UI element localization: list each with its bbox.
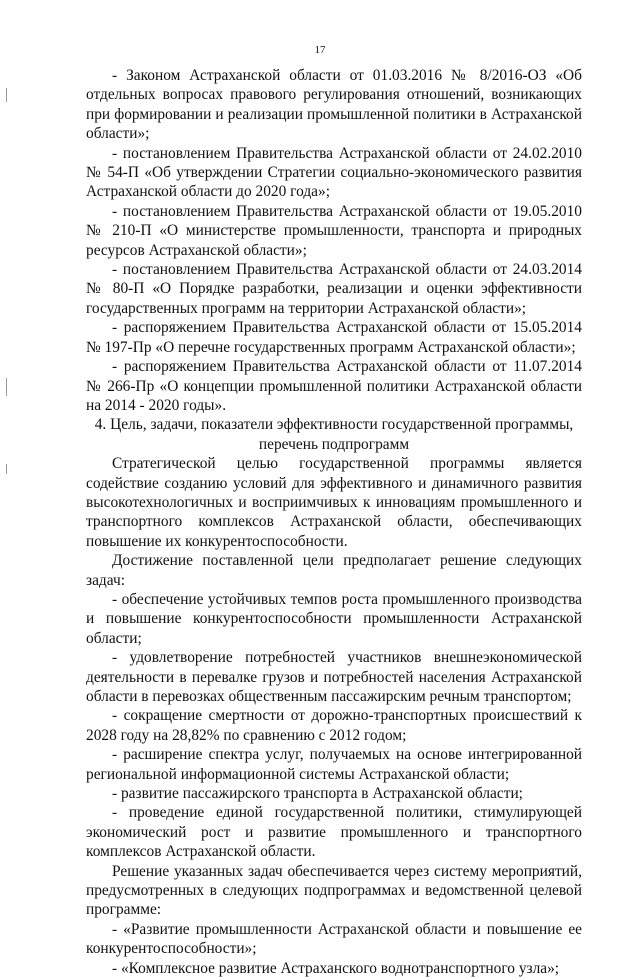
paragraph-law-reference: - постановлением Правительства Астраханской области от 24.03.2014 № 80-П «О Порядке разработки, реализации и оценки эффективности государственных программ на территории Астраханской области»; <box>86 261 582 317</box>
paragraph-subprogram: - «Развитие промышленности Астраханской области и повышение ее конкурентоспособности»; <box>86 920 582 958</box>
paragraph-task: - сокращение смертности от дорожно-транспортных происшествий к 2028 году на 28,82% по сравнению с 2012 годом; <box>86 707 582 744</box>
paragraph-law-reference: - постановлением Правительства Астраханской области от 19.05.2010 № 210-П «О министерстве промышленности, транспорта и природных ресурсов Астраханской области»; <box>86 202 582 259</box>
paragraph-tasks-intro: Достижение поставленной цели предполагает решение следующих задач: <box>86 552 582 589</box>
paragraph-task: - развитие пассажирского транспорта в Астраханской области; <box>112 785 523 803</box>
scan-edge-mark <box>6 88 7 102</box>
paragraph-task: - проведение единой государственной политики, стимулирующей экономический рост и развитие промышленного и транспортного комплексов Астраханской области. <box>86 804 582 861</box>
paragraph-law-reference: - Законом Астраханской области от 01.03.2016 № 8/2016-ОЗ «Об отдельных вопросах правового регулирования отношений, возникающих при формировании и реализации промышленной политики в Астраханской области»; <box>86 67 582 143</box>
paragraph-law-reference: - распоряжением Правительства Астраханской области от 15.05.2014 № 197-Пр «О перечне государственных программ Астраханской области»; <box>86 319 582 356</box>
paragraph-task: - расширение спектра услуг, получаемых на основе интегрированной региональной информационной системы Астраханской области; <box>86 746 582 783</box>
scan-edge-mark <box>6 464 7 474</box>
section-heading-line: перечень подпрограмм <box>258 435 410 453</box>
document-body <box>86 66 582 978</box>
paragraph-subprogram: - «Комплексное развитие Астраханского воднотранспортного узла»; <box>112 959 560 977</box>
section-heading-line: 4. Цель, задачи, показатели эффективности государственной программы, <box>94 416 574 434</box>
paragraph-task: - обеспечение устойчивых темпов роста промышленного производства и повышение конкурентоспособности промышленности Астраханской области; <box>86 590 582 647</box>
paragraph-law-reference: - постановлением Правительства Астраханской области от 24.02.2010 № 54-П «Об утверждении Стратегии социально-экономического развития Астраханской области до 2020 года»; <box>86 144 582 201</box>
paragraph-task: - удовлетворение потребностей участников внешнеэкономической деятельности в перевалке грузов и потребностей населения Астраханской области в перевозках общественным пассажирским речным транспортом; <box>86 649 582 705</box>
page-number: 17 <box>314 44 326 56</box>
scan-edge-mark <box>6 378 7 396</box>
paragraph-law-reference: - распоряжением Правительства Астраханской области от 11.07.2014 № 266-Пр «О концепции промышленной политики Астраханской области на 2014 - 2020 годы». <box>86 358 582 414</box>
paragraph-goal: Стратегической целью государственной программы является содействие созданию условий для эффективного и динамичного развития высокотехнологичных и восприимчивых к инновациям промышленного и транспортного комплексов Астраханской области, обеспечивающих повышение их конкурентоспособности. <box>86 455 582 550</box>
paragraph-solution: Решение указанных задач обеспечивается через систему мероприятий, предусмотренных в следующих подпрограммах и ведомственной целевой программе: <box>86 862 582 919</box>
section-heading <box>86 415 582 454</box>
